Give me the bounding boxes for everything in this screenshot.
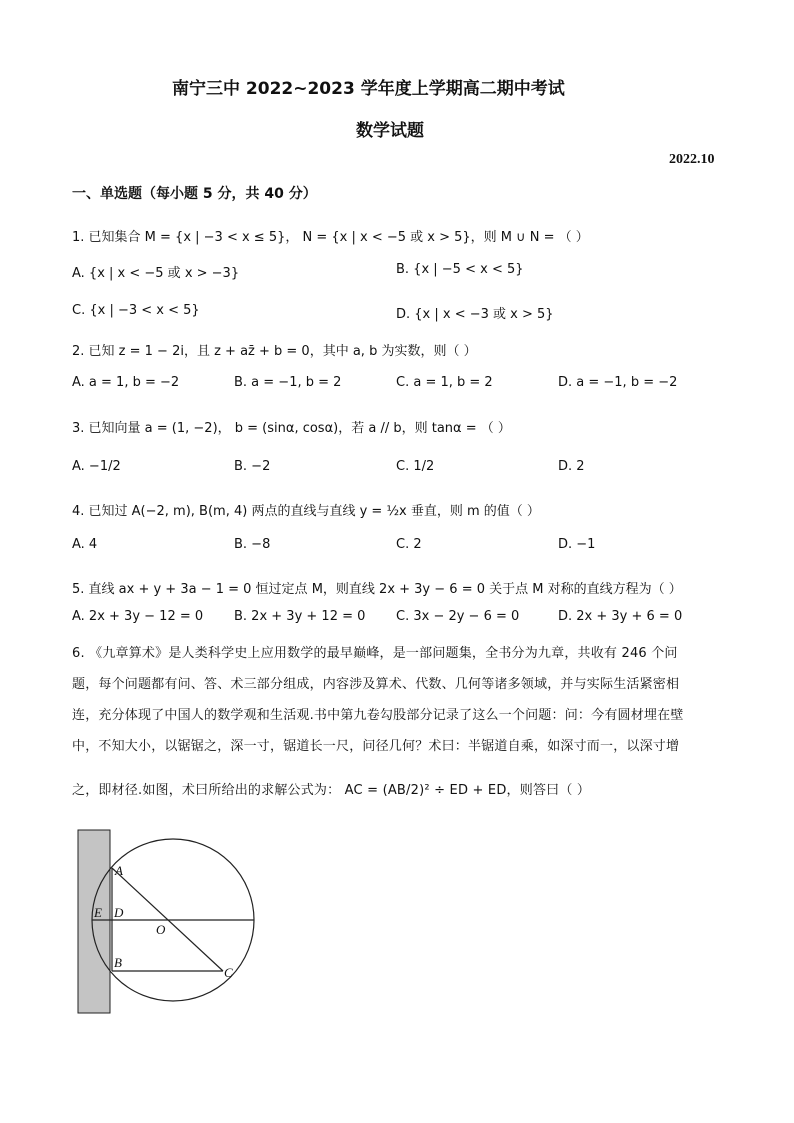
label-b: B bbox=[114, 955, 122, 970]
q4-option-d: D. −1 bbox=[558, 537, 596, 552]
q5-option-a: A. 2x + 3y − 12 = 0 bbox=[72, 609, 204, 624]
question-6-line-2: 题，每个问题都有问、答、术三部分组成，内容涉及算术、代数、几何等诸多领域，并与实际生活紧密相 bbox=[72, 677, 680, 692]
q3-option-d: D. 2 bbox=[558, 459, 585, 474]
question-4-stem: 4. 已知过 A(−2, m), B(m, 4) 两点的直线与直线 y = ½x 垂直，则 m 的值（ ） bbox=[72, 504, 540, 519]
q5-option-b: B. 2x + 3y + 12 = 0 bbox=[234, 609, 366, 624]
q1-option-d: D. {x | x < −3 或 x > 5} bbox=[396, 307, 554, 322]
q5-option-c: C. 3x − 2y − 6 = 0 bbox=[396, 609, 520, 624]
question-6-line-1: 6. 《九章算术》是人类科学史上应用数学的最早巅峰，是一部问题集，全书分为九章，共收有 246 个问 bbox=[72, 646, 678, 661]
question-3-stem: 3. 已知向量 a = (1, −2)， b = (sinα, cosα)，若 a // b，则 tanα = （ ） bbox=[72, 421, 511, 436]
exam-date: 2022.10 bbox=[669, 152, 715, 167]
question-6-line-5: 之，即材径.如图，术曰所给出的求解公式为： AC = (AB/2)² ÷ ED + ED，则答曰（ ） bbox=[72, 783, 591, 798]
circle-in-wall-figure bbox=[60, 820, 260, 1030]
exam-subtitle: 数学试题 bbox=[356, 121, 424, 141]
question-1-stem: 1. 已知集合 M = {x | −3 < x ≤ 5}， N = {x | x < −5 或 x > 5}，则 M ∪ N = （ ） bbox=[72, 230, 589, 245]
label-o: O bbox=[156, 922, 166, 937]
q2-option-a: A. a = 1, b = −2 bbox=[72, 375, 180, 390]
exam-title: 南宁三中 2022~2023 学年度上学期高二期中考试 bbox=[172, 79, 565, 99]
q1-option-a: A. {x | x < −5 或 x > −3} bbox=[72, 266, 240, 281]
q4-option-b: B. −8 bbox=[234, 537, 271, 552]
question-6-line-4: 中，不知大小，以锯锯之，深一寸，锯道长一尺，问径几何？术曰：半锯道自乘，如深寸而一，以深寸增 bbox=[72, 739, 680, 754]
question-6-line-3: 连，充分体现了中国人的数学观和生活观.书中第九卷勾股部分记录了这么一个问题：问：今有圆材埋在壁 bbox=[72, 708, 684, 723]
q5-option-d: D. 2x + 3y + 6 = 0 bbox=[558, 609, 683, 624]
q3-option-b: B. −2 bbox=[234, 459, 271, 474]
q1-option-b: B. {x | −5 < x < 5} bbox=[396, 262, 524, 277]
q3-option-c: C. 1/2 bbox=[396, 459, 435, 474]
wall bbox=[78, 830, 110, 1013]
q4-option-c: C. 2 bbox=[396, 537, 422, 552]
label-e: E bbox=[94, 905, 102, 920]
label-c: C bbox=[224, 965, 233, 980]
q3-option-a: A. −1/2 bbox=[72, 459, 121, 474]
q1-option-c: C. {x | −3 < x < 5} bbox=[72, 303, 200, 318]
section-heading: 一、单选题（每小题 5 分，共 40 分） bbox=[72, 186, 317, 202]
q2-option-b: B. a = −1, b = 2 bbox=[234, 375, 342, 390]
q4-option-a: A. 4 bbox=[72, 537, 98, 552]
question-5-stem: 5. 直线 ax + y + 3a − 1 = 0 恒过定点 M，则直线 2x + 3y − 6 = 0 关于点 M 对称的直线方程为（ ） bbox=[72, 582, 682, 597]
label-a: A bbox=[115, 863, 123, 878]
question-2-stem: 2. 已知 z = 1 − 2i，且 z + az̄ + b = 0，其中 a, b 为实数，则（ ） bbox=[72, 344, 477, 359]
q2-option-d: D. a = −1, b = −2 bbox=[558, 375, 678, 390]
label-d: D bbox=[114, 905, 124, 920]
q2-option-c: C. a = 1, b = 2 bbox=[396, 375, 493, 390]
